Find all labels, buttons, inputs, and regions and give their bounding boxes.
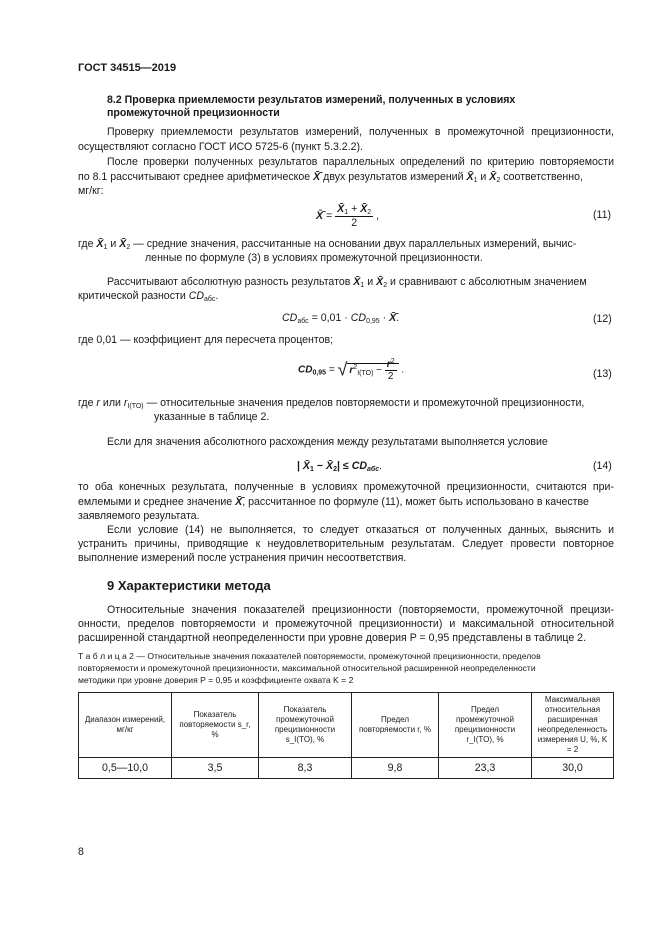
equation-11-number: (11) [593,209,612,221]
table-row [79,758,614,779]
cell-ri: 23,3 [439,758,532,779]
page-number: 8 [78,846,84,858]
header-ri: Предел промежуточной прецизионности r_I(TO), % [439,693,532,758]
table2 [78,692,614,779]
para1-line1: Проверку приемлемости результатов измерений, полученных в промежуточной прецизионности, [107,126,614,138]
header-range: Диапазон измерений, мг/кг [79,693,172,758]
para6-line2: устранить причины, приводящие к неудовлетворительным результатам. Следует провести повторное [78,538,614,550]
equation-12-number: (12) [593,313,612,325]
table-header-row [79,693,614,758]
para3-line1: Рассчитывают абсолютную разность результатов $X̄_1$ и $X̄_2$ и сравнивают с абсолютным значением [107,276,587,289]
section-9-para-line1: Относительные значения показателей прецизионности (повторяемости, промежуточной прецизи- [107,604,614,616]
para1-line2: осуществляют согласно ГОСТ ИСО 5725-6 (пункт 5.3.2.2). [78,141,363,153]
header-sr: Показатель повторяемости s_r, % [172,693,259,758]
equation-12: $CD_{абс} = 0,01 \cdot CD_{0,95}$ · X̄̄. [282,312,400,325]
where1-line1: где $X̄_1$ и $X̄_2$ — средние значения, рассчитанные на основании двух параллельных измерений, вычис- [78,238,577,251]
equation-13-number: (13) [593,368,612,380]
where3-line1: где r или $r_{I(TO)}$ — относительные значения пределов повторяемости и промежуточной прецизионности, [78,397,585,410]
cell-sr: 3,5 [172,758,259,779]
table2-caption-line2: повторяемости и промежуточной прецизионности, максимальной относительной расширенной неопределенности [78,663,536,673]
cell-r: 9,8 [352,758,439,779]
standard-header: ГОСТ 34515—2019 [78,62,177,74]
equation-11: X̄̄ = $\frac{X̄_1 + X̄_2}{2}$ , [316,203,380,229]
header-u: Максимальная относительная расширенная неопределенность измерения U, %, K = 2 [532,693,614,758]
para5-line2: емлемыми и среднее значение X̄̄, рассчитанное по формуле (11), может быть использовано в качестве [78,496,589,508]
where1-line2: ленные по формуле (3) в условиях промежуточной прецизионности. [145,252,483,264]
para2-line2: по 8.1 рассчитывают среднее арифметическое X̄̄ двух результатов измерений $X̄_1$ и $X̄_2$ соответственно, [78,171,583,184]
where3-line2: указанные в таблице 2. [154,411,270,423]
para3-line2: критической разности $CD_{абс}$. [78,290,219,303]
para6-line3: выполнение измерений после устранения причин несоответствия. [78,552,407,564]
para4: Если для значения абсолютного расхождения между результатами выполняется условие [107,436,548,448]
header-si: Показатель промежуточной прецизионности s_I(TO), % [259,693,352,758]
section-9-heading: 9 Характеристики метода [107,578,271,593]
para2-line1: После проверки полученных результатов параллельных определений по критерию повторяемости [107,156,614,168]
equation-14: | $X̄_1$ − $X̄_2| \le CD_{абс}$. [297,460,383,473]
header-r: Предел повторяемости r, % [352,693,439,758]
para6-line1: Если условие (14) не выполняется, то следует отказаться от полученных данных, выяснить и [107,524,614,536]
para2-line3: мг/кг: [78,185,104,197]
cell-u: 30,0 [532,758,614,779]
table2-caption-line3: методики при уровне доверия P = 0,95 и коэффициенте охвата K = 2 [78,675,354,685]
section-9-para-line3: расширенной стандартной неопределенности при уровне доверия P = 0,95 представлены в таблице 2. [78,632,587,644]
cell-si: 8,3 [259,758,352,779]
section-8-2-heading-line1: 8.2 Проверка приемлемости результатов измерений, полученных в условиях [107,94,516,106]
table2-caption-line1: Т а б л и ц а 2 — Относительные значения показателей повторяемости, промежуточной прецизионности, пределов [78,651,541,661]
equation-13: $CD_{0,95}$ = √ $r^2_{I(TO)}$ − $\frac{r^2}{2}$ . [298,358,405,382]
equation-14-number: (14) [593,460,612,472]
section-9-para-line2: онности, пределов повторяемости и промежуточной прецизионности) и максимальной относительной [78,618,614,630]
para5-line3: заявляемого результата. [78,510,200,522]
section-8-2-heading-line2: промежуточной прецизионности [107,107,280,119]
para5-line1: то оба конечных результата, полученные в условиях промежуточной прецизионности, считаются при- [78,481,614,493]
where2: где 0,01 — коэффициент для пересчета процентов; [78,334,334,346]
cell-range: 0,5—10,0 [79,758,172,779]
